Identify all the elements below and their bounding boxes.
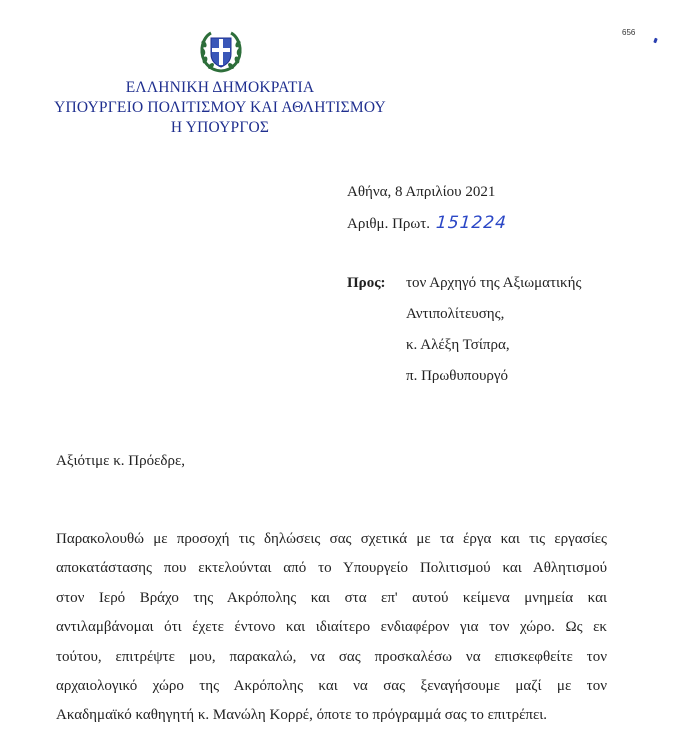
- body-line: στον Ιερό Βράχο της Ακρόπολης και στα επ' αυτού κείμενα μνημεία και: [56, 589, 607, 606]
- greek-coat-of-arms-emblem: [198, 28, 244, 74]
- salutation: Αξιότιμε κ. Πρόεδρε,: [56, 453, 185, 469]
- protocol-row: [347, 208, 507, 240]
- recipient-line: Αντιπολίτευσης,: [406, 306, 505, 322]
- ink-mark: [653, 38, 658, 44]
- body-line: αντιλαμβάνομαι ότι έχετε έντονο και ιδιαίτερο ενδιαφέρον για τον χώρο. Ως εκ: [56, 619, 607, 636]
- body-line: αποκατάστασης που εκτελούνται από το Υπουργείο Πολιτισμού και Αθλητισμού: [56, 560, 607, 577]
- letterhead-ministry: ΥΠΟΥΡΓΕΙΟ ΠΟΛΙΤΙΣΜΟΥ ΚΑΙ ΑΘΛΗΤΙΣΜΟΥ: [54, 99, 386, 116]
- body-line: τούτου, επιτρέψτε μου, παρακαλώ, να σας προσκαλέσω να επισκεφθείτε τον: [56, 648, 607, 665]
- letter-body: [56, 525, 607, 731]
- protocol-number: 151224: [435, 213, 508, 233]
- date-line: Αθήνα, 8 Απριλίου 2021: [347, 184, 496, 200]
- recipient-line: τον Αρχηγό της Αξιωματικής: [406, 275, 582, 291]
- letterhead-minister: Η ΥΠΟΥΡΓΟΣ: [170, 119, 270, 136]
- body-line: Ακαδημαϊκό καθηγητή κ. Μανώλη Κορρέ, όποτε το πρόγραμμά σας το επιτρέπει.: [56, 707, 548, 724]
- recipient-lines: [406, 268, 581, 392]
- recipient-line: π. Πρωθυπουργό: [406, 368, 508, 384]
- protocol-label: Αριθμ. Πρωτ.: [347, 216, 431, 232]
- page-number: 656: [622, 28, 636, 37]
- recipient-line: κ. Αλέξη Τσίπρα,: [406, 337, 510, 353]
- letterhead: [0, 78, 440, 138]
- body-line: αρχαιολογικό χώρο της Ακρόπολης και να σας ξεναγήσουμε μαζί με τον: [56, 678, 607, 695]
- letterhead-country: ΕΛΛΗΝΙΚΗ ΔΗΜΟΚΡΑΤΙΑ: [125, 79, 315, 96]
- body-line: Παρακολουθώ με προσοχή τις δηλώσεις σας σχετικά με τα έργα και τις εργασίες: [56, 531, 607, 547]
- recipient-label: Προς:: [347, 275, 386, 291]
- date-protocol-block: [347, 177, 507, 240]
